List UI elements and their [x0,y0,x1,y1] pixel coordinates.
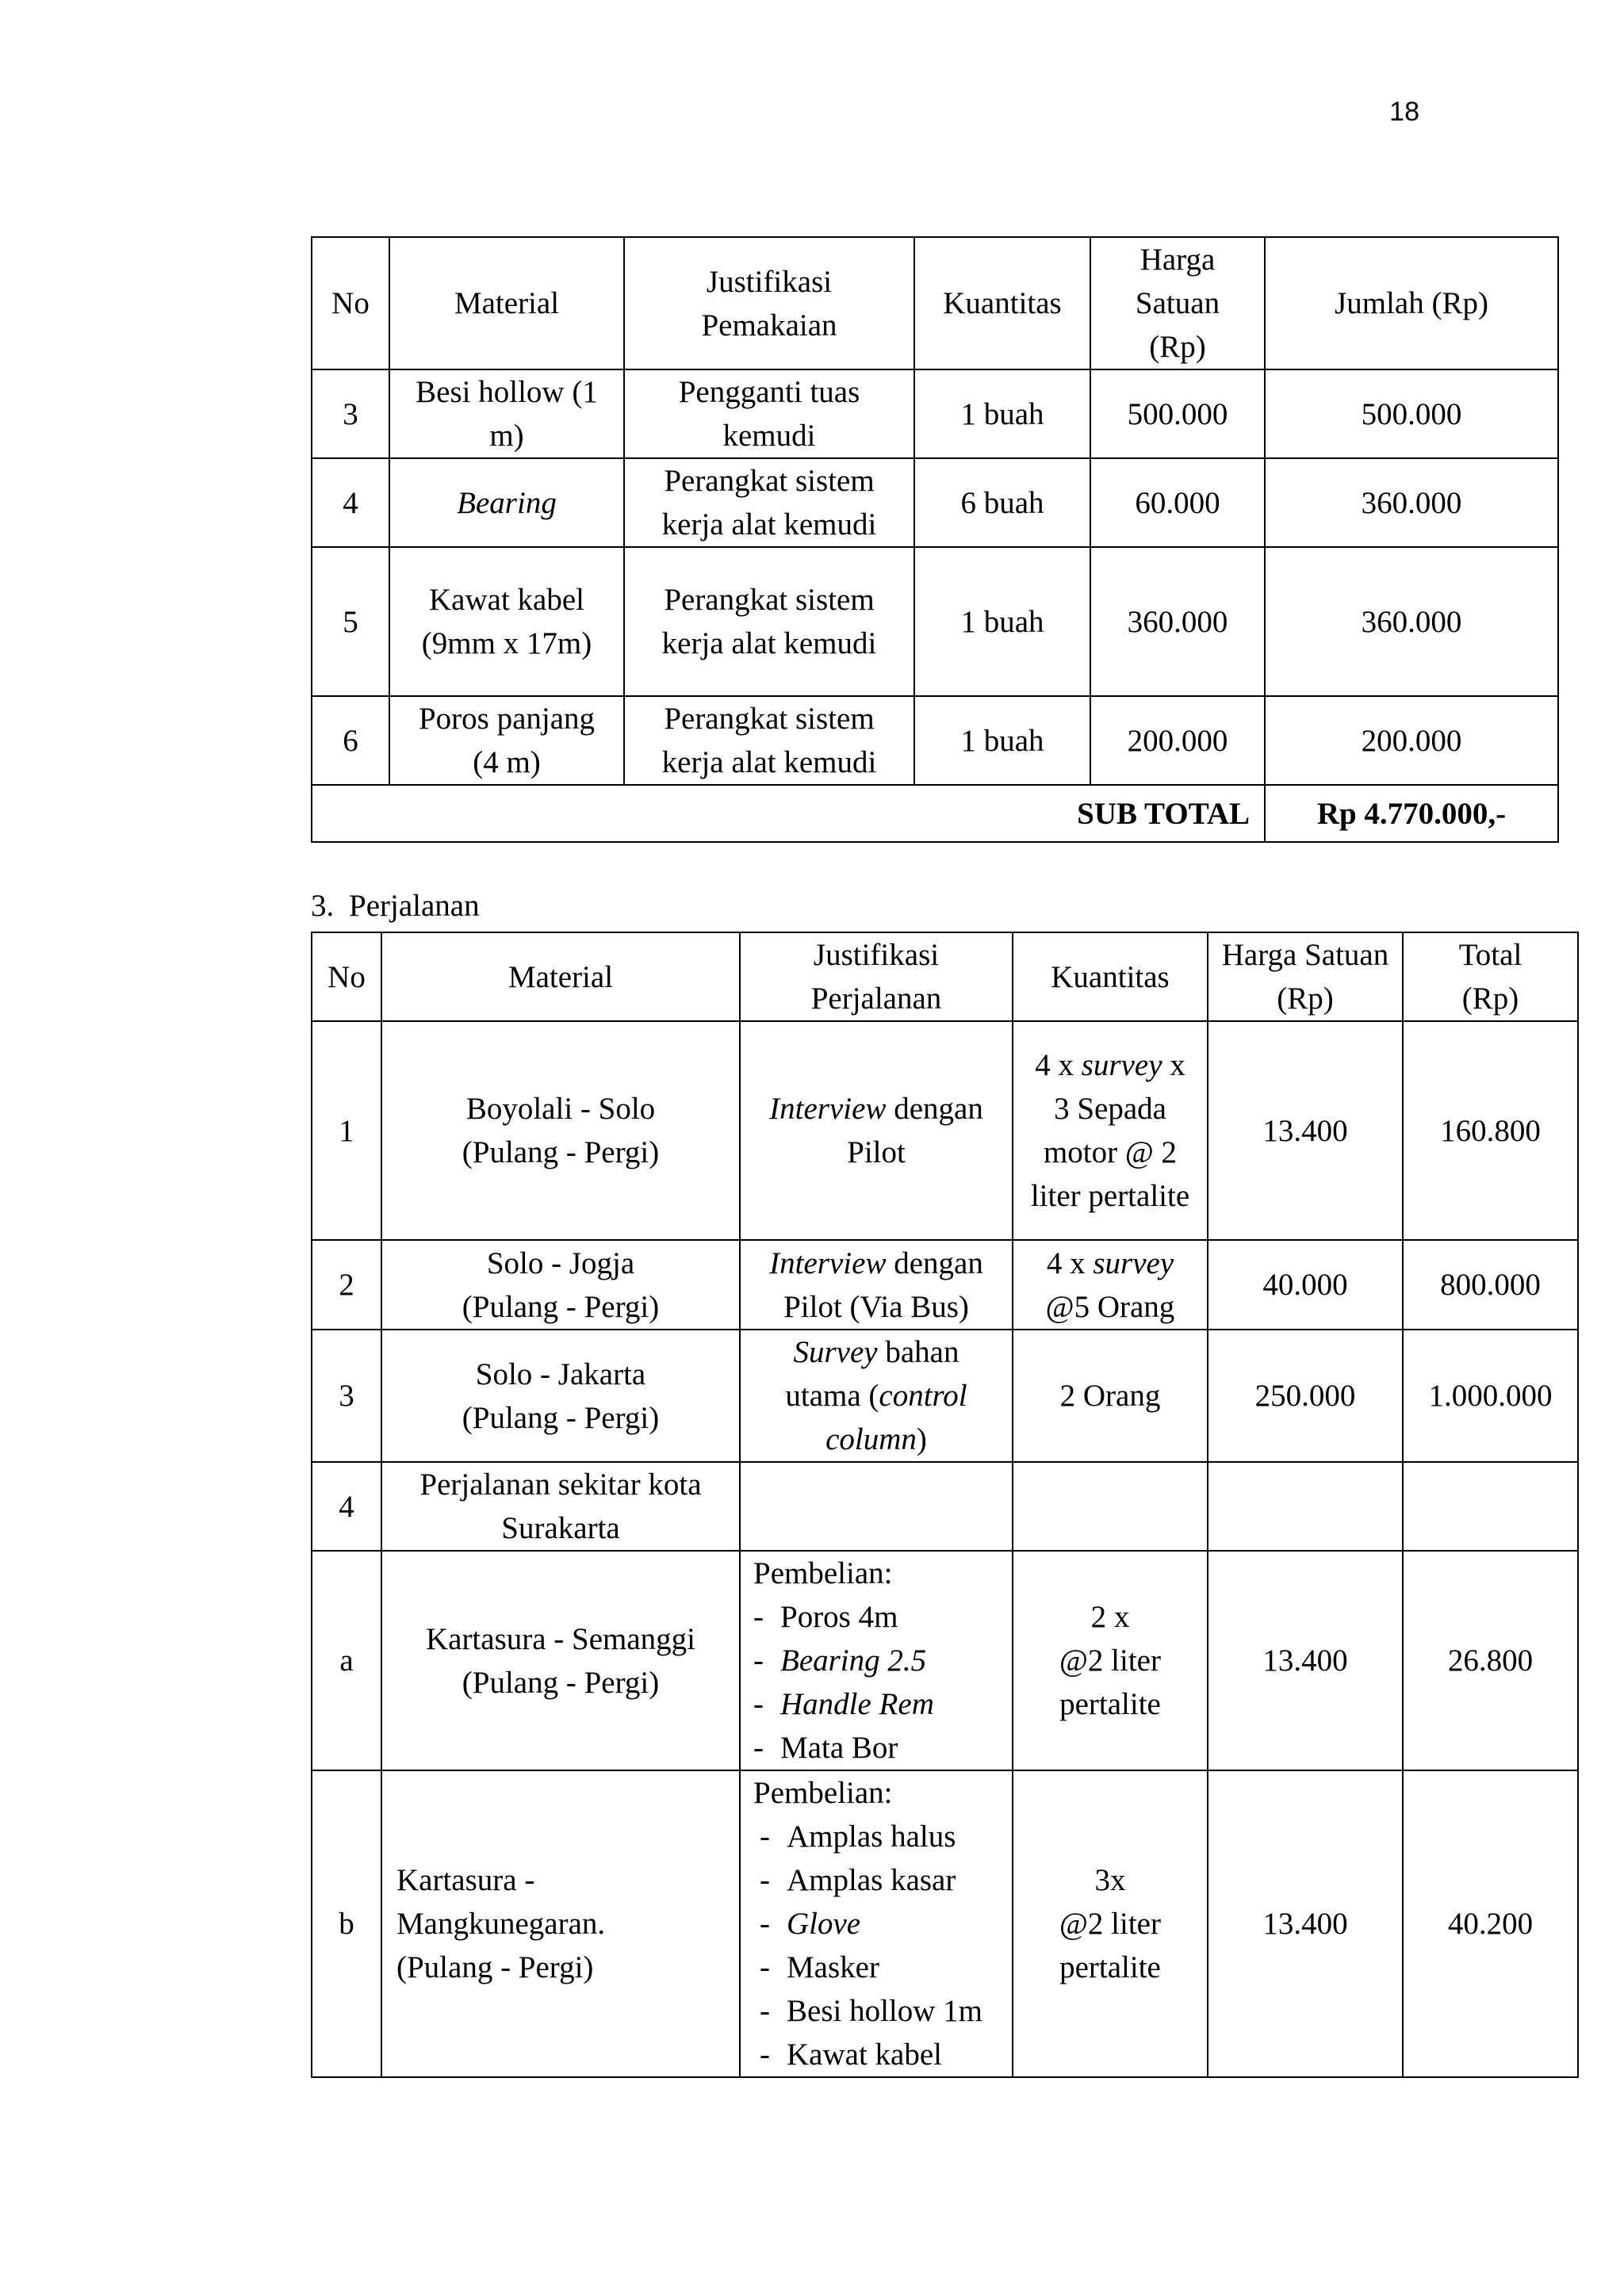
cell-harga: 13.400 [1208,1021,1403,1240]
cell-total: 160.800 [1403,1021,1578,1240]
cell-harga: 360.000 [1090,547,1265,696]
cell-harga: 250.000 [1208,1330,1403,1462]
table-row [312,1770,1578,2077]
list-item [753,1726,1007,1770]
list-item-text: Amplas halus [787,1820,956,1854]
list-item [753,1946,1007,1989]
cell-total: 800.000 [1403,1240,1578,1330]
cell-total: 26.800 [1403,1551,1578,1770]
just-text: ) [916,1422,927,1456]
cell-kuantitas [1013,1462,1208,1551]
just-italic: control column [825,1379,967,1456]
cell-total: 1.000.000 [1403,1330,1578,1462]
list-item [753,1682,1007,1726]
kuant-line: @2 liter [1059,1644,1161,1678]
list-dash: - [753,1731,764,1765]
cell-jumlah: 360.000 [1265,458,1558,547]
cell-justifikasi [740,1770,1013,2077]
list-dash: - [760,1950,770,1984]
cell-justifikasi [740,1551,1013,1770]
material-line: Solo - Jakarta [475,1357,646,1391]
header-kuantitas: Kuantitas [1013,932,1208,1021]
pembelian-label: Pembelian: [753,1556,893,1590]
table-row [312,1330,1578,1462]
section-title: Perjalanan [349,889,480,923]
header-material: Material [381,932,740,1021]
cell-kuantitas [1013,1770,1208,2077]
table-row [312,458,1558,547]
cell-no: 1 [312,1021,381,1240]
cell-harga: 200.000 [1090,696,1265,785]
cell-justifikasi: Pengganti tuas kemudi [624,369,914,458]
table-row [312,1462,1578,1551]
section-heading [311,884,480,928]
cell-jumlah: 360.000 [1265,547,1558,696]
table-row [312,696,1558,785]
section-number: 3. [311,889,335,923]
cell-kuantitas: 6 buah [914,458,1090,547]
cell-no: 2 [312,1240,381,1330]
list-item [753,1639,1007,1682]
cell-material: Besi hollow (1 m) [389,369,624,458]
material-line: (Pulang - Pergi) [462,1400,660,1435]
kuant-text: 4 x [1046,1246,1094,1280]
cell-harga: 13.400 [1208,1770,1403,2077]
just-text: dengan Pilot [847,1092,983,1169]
travel-table [311,932,1579,2078]
list-dash: - [760,1994,770,2028]
cell-no: 5 [312,547,389,696]
cell-no: a [312,1551,381,1770]
list-dash: - [753,1687,764,1721]
kuant-line: 3x [1094,1863,1126,1897]
header-justifikasi: Justifikasi Perjalanan [740,932,1013,1021]
list-item-text: Poros 4m [780,1600,898,1634]
list-item-text: Glove [787,1907,861,1941]
pembelian-label: Pembelian: [753,1776,893,1810]
list-dash: - [760,1907,770,1941]
just-italic: Interview [769,1092,887,1126]
list-item [753,1989,1007,2033]
cell-kuantitas [1013,1551,1208,1770]
cell-kuantitas [1013,1021,1208,1240]
cell-harga: 40.000 [1208,1240,1403,1330]
header-jumlah: Jumlah (Rp) [1265,237,1558,369]
kuant-text: @5 Orang [1045,1289,1175,1324]
cell-harga: 60.000 [1090,458,1265,547]
list-dash: - [753,1644,764,1678]
list-dash: - [760,1863,770,1897]
material-line: (Pulang - Pergi) [462,1289,660,1324]
header-harga-satuan: Harga Satuan (Rp) [1090,237,1265,369]
just-text: dengan Pilot (Via Bus) [783,1246,983,1324]
table-row [312,369,1558,458]
cell-material [381,1240,740,1330]
cell-no: 3 [312,1330,381,1462]
header-no: No [312,932,381,1021]
material-line: (Pulang - Pergi) [462,1135,660,1169]
kuant-italic: survey [1081,1048,1162,1082]
cell-justifikasi: Perangkat sistem kerja alat kemudi [624,696,914,785]
list-item [753,1595,1007,1639]
page-number: 18 [1389,97,1419,127]
cell-harga: 13.400 [1208,1551,1403,1770]
header-material: Material [389,237,624,369]
material-line: (Pulang - Pergi) [462,1665,660,1700]
list-dash: - [753,1600,764,1634]
subtotal-label: SUB TOTAL [312,785,1265,842]
cell-material: Kawat kabel (9mm x 17m) [389,547,624,696]
cell-justifikasi: Perangkat sistem kerja alat kemudi [624,547,914,696]
header-no: No [312,237,389,369]
list-item [753,2033,1007,2076]
header-kuantitas: Kuantitas [914,237,1090,369]
list-item-text: Masker [787,1950,879,1984]
cell-material [381,1551,740,1770]
cell-total [1403,1462,1578,1551]
subtotal-value: Rp 4.770.000,- [1265,785,1558,842]
list-item [753,1902,1007,1946]
cell-jumlah: 500.000 [1265,369,1558,458]
material-line: Boyolali - Solo [465,1092,656,1126]
header-justifikasi: Justifikasi Pemakaian [624,237,914,369]
list-item [753,1858,1007,1902]
list-dash: - [760,2038,770,2072]
cell-material [381,1330,740,1462]
cell-no: 6 [312,696,389,785]
material-line: Solo - Jogja [486,1246,635,1280]
list-item-text: Kawat kabel [787,2038,942,2072]
kuant-text: x 3 Sepada motor @ 2 liter pertalite [1030,1048,1190,1213]
cell-kuantitas: 1 buah [914,369,1090,458]
cell-total: 40.200 [1403,1770,1578,2077]
cell-justifikasi [740,1330,1013,1462]
subtotal-row [312,785,1558,842]
cell-justifikasi: Perangkat sistem kerja alat kemudi [624,458,914,547]
kuant-line: @2 liter [1059,1907,1161,1941]
material-line: Kartasura - Semanggi [425,1621,696,1656]
kuant-line: 2 x [1090,1600,1130,1634]
header-total: Total (Rp) [1403,932,1578,1021]
kuant-line: pertalite [1059,1687,1161,1721]
cell-jumlah: 200.000 [1265,696,1558,785]
cell-kuantitas: 2 Orang [1013,1330,1208,1462]
cell-material-italic: Bearing [457,485,557,520]
material-line: Mangkunegaran. [396,1907,606,1941]
cell-material [389,458,624,547]
list-item [753,1815,1007,1858]
cell-justifikasi [740,1021,1013,1240]
just-text: bahan utama ( [785,1335,959,1413]
table-row [312,547,1558,696]
list-item-text: Besi hollow 1m [787,1994,983,2028]
list-dash: - [760,1820,770,1854]
cell-harga [1208,1462,1403,1551]
cell-material: Perjalanan sekitar kota Surakarta [381,1462,740,1551]
table-row [312,1551,1578,1770]
just-italic: Survey [793,1335,878,1369]
list-item-text: Handle Rem [780,1687,934,1721]
material-line: (Pulang - Pergi) [396,1950,594,1984]
cell-material: Poros panjang (4 m) [389,696,624,785]
list-item-text: Bearing 2.5 [780,1644,927,1678]
table-header-row [312,932,1578,1021]
material-line: Kartasura - [396,1863,535,1897]
cell-kuantitas [1013,1240,1208,1330]
list-item-text: Mata Bor [780,1731,898,1765]
material-table [311,236,1559,843]
cell-no: 4 [312,458,389,547]
cell-justifikasi [740,1240,1013,1330]
cell-kuantitas: 1 buah [914,696,1090,785]
header-harga-satuan: Harga Satuan (Rp) [1208,932,1403,1021]
cell-justifikasi [740,1462,1013,1551]
cell-material [381,1021,740,1240]
cell-harga: 500.000 [1090,369,1265,458]
kuant-text: 4 x [1035,1048,1082,1082]
cell-no: b [312,1770,381,2077]
table-header-row [312,237,1558,369]
just-italic: Interview [769,1246,887,1280]
kuant-italic: survey [1093,1246,1174,1280]
table-row [312,1240,1578,1330]
table-row [312,1021,1578,1240]
cell-kuantitas: 1 buah [914,547,1090,696]
cell-no: 3 [312,369,389,458]
kuant-line: pertalite [1059,1950,1161,1984]
cell-no: 4 [312,1462,381,1551]
cell-material [381,1770,740,2077]
list-item-text: Amplas kasar [787,1863,956,1897]
